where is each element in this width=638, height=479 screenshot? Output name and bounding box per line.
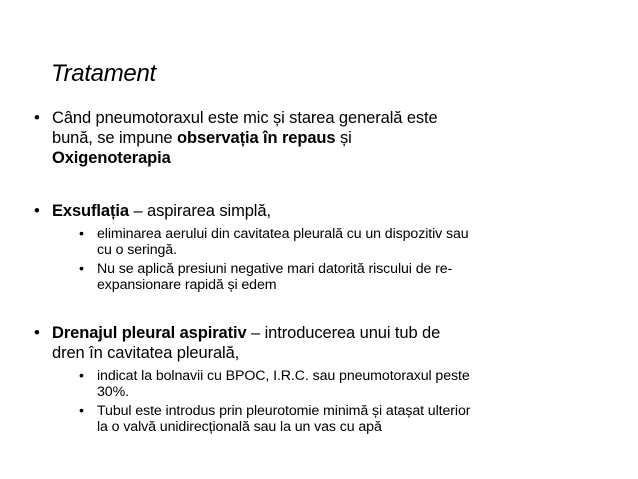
- bullet-line: [52, 148, 612, 168]
- text-run: bună, se impune: [52, 129, 177, 147]
- bullet-item: [32, 323, 612, 363]
- text-run: și: [335, 129, 352, 147]
- sub-bullet-item: [32, 369, 612, 400]
- bullet-item: [32, 201, 612, 221]
- sub-bullet-item: [32, 404, 612, 435]
- bullet-line: [52, 323, 612, 343]
- slide-title: Tratament: [51, 60, 156, 87]
- bold-text-run: Oxigenoterapia: [52, 149, 171, 167]
- bullet-line: [52, 108, 612, 128]
- bullet-marker: •: [79, 226, 84, 242]
- bold-text-run: Drenajul pleural aspirativ: [52, 324, 247, 342]
- bullet-marker: •: [34, 109, 40, 127]
- bold-text-run: observația în repaus: [177, 129, 336, 147]
- bullet-marker: •: [34, 324, 40, 342]
- bullet-line: [52, 343, 612, 363]
- sub-bullet-item: [32, 262, 612, 293]
- sub-bullet-line: 30%.: [97, 383, 129, 400]
- bullet-marker: •: [79, 261, 84, 277]
- sub-bullet-line: cu o seringă.: [97, 241, 177, 258]
- bullet-marker: •: [34, 202, 40, 220]
- sub-bullet-item: [32, 227, 612, 258]
- text-run: dren în cavitatea pleurală,: [52, 344, 240, 362]
- sub-bullet-line: Tubul este introdus prin pleurotomie minimă și atașat ulterior: [97, 403, 471, 419]
- sub-bullet-line: indicat la bolnavii cu BPOC, I.R.C. sau pneumotoraxul peste: [97, 368, 470, 384]
- sub-bullet-line: la o valvă unidirecțională sau la un vas cu apă: [97, 418, 382, 435]
- bullet-marker: •: [79, 403, 84, 419]
- bullet-list: [32, 108, 612, 435]
- text-run: – introducerea unui tub de: [246, 324, 441, 342]
- bold-text-run: Exsuflația: [52, 202, 129, 220]
- bullet-item: [32, 108, 612, 168]
- text-run: Când pneumotoraxul este mic și starea generală este: [52, 109, 438, 127]
- bullet-marker: •: [79, 368, 84, 384]
- text-run: – aspirarea simplă,: [128, 202, 271, 220]
- sub-bullet-line: Nu se aplică presiuni negative mari datorită riscului de re-: [97, 261, 453, 277]
- sub-bullet-line: expansionare rapidă și edem: [97, 276, 277, 293]
- sub-bullet-line: eliminarea aerului din cavitatea pleurală cu un dispozitiv sau: [97, 226, 469, 242]
- bullet-line: [52, 128, 612, 148]
- bullet-line: [52, 201, 612, 221]
